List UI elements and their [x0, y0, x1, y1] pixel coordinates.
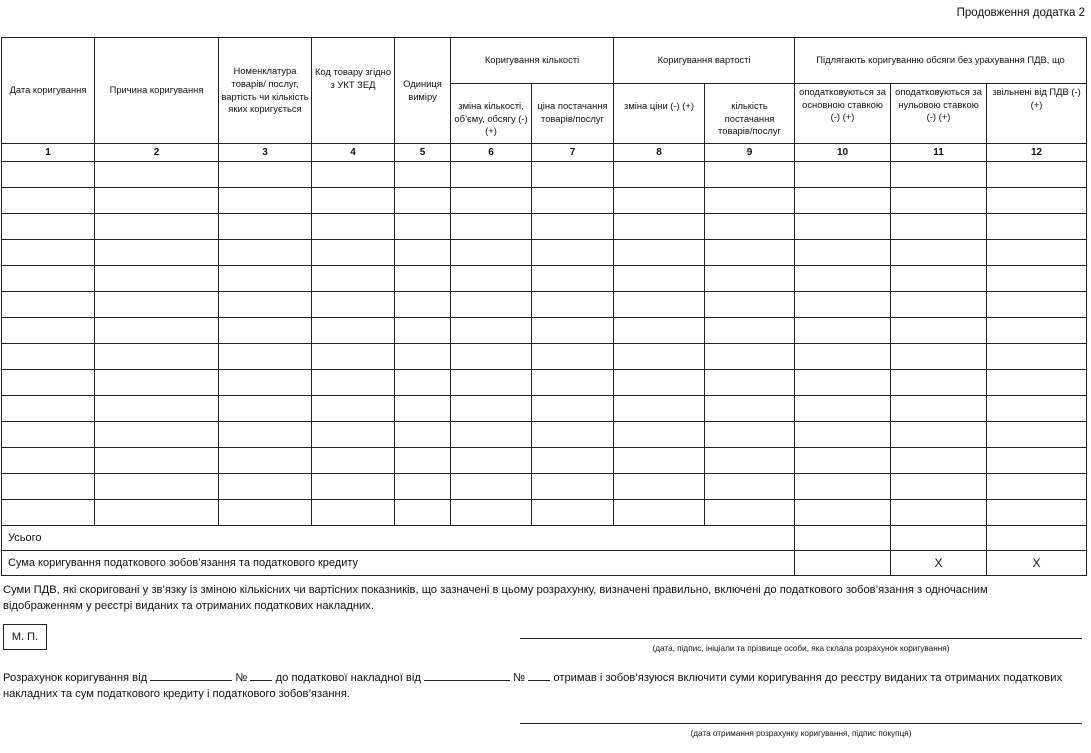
signature-line-buyer[interactable] — [520, 723, 1082, 724]
table-cell[interactable] — [795, 162, 891, 188]
table-cell[interactable] — [987, 266, 1087, 292]
ack-part-3: до податкової накладної від — [275, 672, 421, 684]
table-row — [2, 448, 1087, 474]
table-cell[interactable] — [795, 448, 891, 474]
table-cell[interactable] — [705, 162, 795, 188]
table-row — [2, 318, 1087, 344]
sum-label: Сума коригування податкового зобов’язання та податкового кредиту — [2, 551, 795, 576]
table-cell[interactable] — [987, 292, 1087, 318]
signature-caption-compiler: (дата, підпис, ініціали та прізвище особи, яка склала розрахунок коригування) — [652, 644, 950, 653]
table-cell[interactable] — [95, 396, 219, 422]
table-cell[interactable] — [987, 318, 1087, 344]
table-cell[interactable] — [2, 162, 95, 188]
col-number: 5 — [395, 144, 451, 162]
table-cell[interactable] — [987, 500, 1087, 526]
table-cell[interactable] — [95, 292, 219, 318]
table-cell[interactable] — [987, 188, 1087, 214]
table-cell[interactable] — [451, 396, 532, 422]
table-cell[interactable] — [795, 266, 891, 292]
table-cell[interactable] — [312, 474, 395, 500]
table-cell[interactable] — [614, 292, 705, 318]
table-cell[interactable] — [395, 266, 451, 292]
table-cell[interactable] — [95, 370, 219, 396]
table-cell[interactable] — [312, 214, 395, 240]
table-cell[interactable] — [891, 162, 987, 188]
table-cell[interactable] — [705, 370, 795, 396]
ack-part-1: Розрахунок коригування від — [3, 672, 148, 684]
header-reason: Причина коригування — [95, 38, 219, 144]
table-cell[interactable] — [795, 396, 891, 422]
header-zero-rate: оподатковуються за нульовою ставкою (-) (+) — [891, 84, 987, 144]
table-cell[interactable] — [395, 422, 451, 448]
table-cell[interactable] — [891, 344, 987, 370]
table-row — [2, 240, 1087, 266]
table-cell[interactable] — [2, 240, 95, 266]
table-cell[interactable] — [614, 162, 705, 188]
table-cell[interactable] — [312, 162, 395, 188]
table-cell[interactable] — [95, 448, 219, 474]
table-cell[interactable] — [705, 422, 795, 448]
table-cell[interactable] — [795, 344, 891, 370]
table-cell[interactable] — [891, 240, 987, 266]
table-row — [2, 370, 1087, 396]
table-cell[interactable] — [532, 396, 614, 422]
col-number: 6 — [451, 144, 532, 162]
table-cell[interactable] — [891, 188, 987, 214]
table-cell[interactable] — [95, 422, 219, 448]
table-cell[interactable] — [705, 396, 795, 422]
table-cell[interactable] — [614, 396, 705, 422]
acknowledgement — [3, 669, 1073, 702]
table-cell[interactable] — [614, 448, 705, 474]
table-cell[interactable] — [532, 292, 614, 318]
table-cell[interactable] — [705, 344, 795, 370]
table-cell[interactable] — [891, 318, 987, 344]
table-cell[interactable] — [891, 500, 987, 526]
col-number: 12 — [987, 144, 1087, 162]
table-cell[interactable] — [219, 396, 312, 422]
table-cell[interactable] — [451, 266, 532, 292]
table-cell[interactable] — [95, 474, 219, 500]
table-cell[interactable] — [532, 448, 614, 474]
table-row — [2, 188, 1087, 214]
table-cell[interactable] — [795, 422, 891, 448]
col-number: 2 — [95, 144, 219, 162]
table-cell[interactable] — [987, 214, 1087, 240]
table-cell[interactable] — [705, 448, 795, 474]
table-cell[interactable] — [795, 370, 891, 396]
ack-date-field[interactable] — [150, 669, 232, 681]
table-cell[interactable] — [987, 240, 1087, 266]
table-cell[interactable] — [219, 162, 312, 188]
table-cell[interactable] — [219, 240, 312, 266]
table-cell[interactable] — [2, 474, 95, 500]
ack-invoice-date-field[interactable] — [424, 669, 510, 681]
table-cell[interactable] — [532, 370, 614, 396]
sum-cell-basic[interactable] — [795, 551, 891, 576]
table-cell[interactable] — [219, 266, 312, 292]
table-cell[interactable] — [987, 162, 1087, 188]
table-cell[interactable] — [2, 344, 95, 370]
table-cell[interactable] — [312, 422, 395, 448]
table-cell[interactable] — [95, 266, 219, 292]
table-cell[interactable] — [614, 240, 705, 266]
table-cell[interactable] — [891, 214, 987, 240]
sum-mark-zero: Х — [891, 551, 987, 576]
ack-invoice-number-field[interactable] — [528, 669, 550, 681]
table-row — [2, 396, 1087, 422]
table-cell[interactable] — [891, 370, 987, 396]
table-cell[interactable] — [705, 214, 795, 240]
table-cell[interactable] — [395, 240, 451, 266]
table-cell[interactable] — [451, 292, 532, 318]
table-cell[interactable] — [795, 188, 891, 214]
table-cell[interactable] — [219, 500, 312, 526]
table-cell[interactable] — [795, 240, 891, 266]
header-price-change: зміна ціни (-) (+) — [614, 84, 705, 144]
table-cell[interactable] — [395, 292, 451, 318]
table-cell[interactable] — [451, 448, 532, 474]
table-cell[interactable] — [312, 448, 395, 474]
table-cell[interactable] — [219, 292, 312, 318]
header-value-group: Коригування вартості — [614, 38, 795, 84]
table-cell[interactable] — [987, 448, 1087, 474]
col-number: 8 — [614, 144, 705, 162]
sum-mark-exempt: Х — [987, 551, 1087, 576]
table-cell[interactable] — [2, 318, 95, 344]
col-number: 4 — [312, 144, 395, 162]
table-cell[interactable] — [795, 318, 891, 344]
header-qty-change: зміна кількості, об’єму, обсягу (-) (+) — [451, 84, 532, 144]
table-cell[interactable] — [219, 318, 312, 344]
table-cell[interactable] — [312, 188, 395, 214]
table-row — [2, 292, 1087, 318]
header-nomenclature: Номенклатура товарів/ послуг, вартість чи кількість яких коригується — [219, 38, 312, 144]
table-cell[interactable] — [705, 188, 795, 214]
table-cell[interactable] — [451, 344, 532, 370]
table-cell[interactable] — [614, 500, 705, 526]
table-cell[interactable] — [891, 448, 987, 474]
table-cell[interactable] — [532, 162, 614, 188]
table-cell[interactable] — [95, 318, 219, 344]
table-cell[interactable] — [532, 500, 614, 526]
table-cell[interactable] — [987, 474, 1087, 500]
table-cell[interactable] — [987, 344, 1087, 370]
header-value-qty: кількість постачання товарів/послуг — [705, 84, 795, 144]
table-cell[interactable] — [395, 318, 451, 344]
table-cell[interactable] — [312, 500, 395, 526]
table-cell[interactable] — [2, 214, 95, 240]
table-cell[interactable] — [2, 396, 95, 422]
table-cell[interactable] — [705, 500, 795, 526]
continuation-label: Продовження додатка 2 — [956, 7, 1085, 19]
table-row — [2, 266, 1087, 292]
stamp-box: М. П. — [3, 624, 47, 650]
table-cell[interactable] — [95, 162, 219, 188]
col-number: 3 — [219, 144, 312, 162]
table-cell[interactable] — [795, 214, 891, 240]
table-cell[interactable] — [451, 240, 532, 266]
table-cell[interactable] — [451, 474, 532, 500]
table-cell[interactable] — [987, 422, 1087, 448]
table-cell[interactable] — [532, 318, 614, 344]
table-cell[interactable] — [451, 188, 532, 214]
table-cell[interactable] — [891, 422, 987, 448]
table-cell[interactable] — [395, 188, 451, 214]
table-cell[interactable] — [532, 266, 614, 292]
correction-table — [1, 37, 1087, 576]
table-cell[interactable] — [395, 500, 451, 526]
table-row — [2, 344, 1087, 370]
header-vat-group: Підлягають коригуванню обсяги без урахування ПДВ, що — [795, 38, 1087, 84]
col-number: 7 — [532, 144, 614, 162]
header-qty-group: Коригування кількості — [451, 38, 614, 84]
table-cell[interactable] — [2, 370, 95, 396]
table-row — [2, 500, 1087, 526]
table-cell[interactable] — [891, 292, 987, 318]
table-cell[interactable] — [987, 396, 1087, 422]
table-cell[interactable] — [891, 396, 987, 422]
header-qty-price: ціна постачання товарів/послуг — [532, 84, 614, 144]
table-cell[interactable] — [312, 318, 395, 344]
table-cell[interactable] — [312, 266, 395, 292]
header-code: Код товару згідно з УКТ ЗЕД — [312, 38, 395, 144]
table-cell[interactable] — [795, 292, 891, 318]
table-cell[interactable] — [614, 474, 705, 500]
table-cell[interactable] — [614, 370, 705, 396]
table-row — [2, 162, 1087, 188]
declaration-note: Суми ПДВ, які скориговані у зв’язку із зміною кількісних чи вартісних показників, що зазначені в цьому розрахунку, визначені правильно, включені до податкового зобов’язання з одночасним відображенням у реєстрі виданих та отриманих податкових накладних. — [3, 584, 988, 613]
ack-number-field[interactable] — [250, 669, 272, 681]
table-cell[interactable] — [312, 292, 395, 318]
table-cell[interactable] — [95, 500, 219, 526]
table-cell[interactable] — [614, 188, 705, 214]
table-cell[interactable] — [395, 214, 451, 240]
header-date: Дата коригування — [2, 38, 95, 144]
table-cell[interactable] — [795, 474, 891, 500]
table-cell[interactable] — [219, 344, 312, 370]
table-cell[interactable] — [2, 448, 95, 474]
table-cell[interactable] — [2, 292, 95, 318]
table-cell[interactable] — [395, 370, 451, 396]
table-cell[interactable] — [219, 214, 312, 240]
table-cell[interactable] — [451, 214, 532, 240]
table-cell[interactable] — [987, 370, 1087, 396]
table-cell[interactable] — [312, 240, 395, 266]
table-cell[interactable] — [705, 474, 795, 500]
table-cell[interactable] — [2, 500, 95, 526]
table-cell[interactable] — [219, 474, 312, 500]
col-number: 10 — [795, 144, 891, 162]
table-cell[interactable] — [532, 214, 614, 240]
table-cell[interactable] — [312, 344, 395, 370]
table-cell[interactable] — [395, 396, 451, 422]
table-cell[interactable] — [795, 500, 891, 526]
ack-part-4: № — [513, 672, 526, 684]
table-cell[interactable] — [95, 344, 219, 370]
table-cell[interactable] — [2, 266, 95, 292]
table-cell[interactable] — [451, 422, 532, 448]
table-cell[interactable] — [312, 396, 395, 422]
table-cell[interactable] — [532, 474, 614, 500]
table-row — [2, 474, 1087, 500]
table-cell[interactable] — [219, 188, 312, 214]
table-cell[interactable] — [95, 188, 219, 214]
table-cell[interactable] — [395, 344, 451, 370]
table-cell[interactable] — [2, 422, 95, 448]
table-cell[interactable] — [219, 370, 312, 396]
col-number: 9 — [705, 144, 795, 162]
table-cell[interactable] — [451, 370, 532, 396]
table-cell[interactable] — [395, 162, 451, 188]
header-basic-rate: оподатковуються за основною ставкою (-) (+) — [795, 84, 891, 144]
table-cell[interactable] — [395, 474, 451, 500]
table-cell[interactable] — [614, 422, 705, 448]
signature-caption-buyer: (дата отримання розрахунку коригування, підпис покупця) — [690, 729, 912, 738]
table-cell[interactable] — [705, 292, 795, 318]
table-cell[interactable] — [891, 266, 987, 292]
header-exempt: звільнені від ПДВ (-) (+) — [987, 84, 1087, 144]
header-unit: Одиниця виміру — [395, 38, 451, 144]
table-cell[interactable] — [532, 240, 614, 266]
table-cell[interactable] — [705, 318, 795, 344]
table-cell[interactable] — [95, 214, 219, 240]
total-cell-zero[interactable] — [891, 526, 987, 551]
table-cell[interactable] — [451, 162, 532, 188]
col-number: 1 — [2, 144, 95, 162]
table-row — [2, 422, 1087, 448]
table-cell[interactable] — [614, 344, 705, 370]
total-label: Усього — [2, 526, 795, 551]
table-cell[interactable] — [705, 240, 795, 266]
table-cell[interactable] — [312, 370, 395, 396]
total-cell-basic[interactable] — [795, 526, 891, 551]
table-row — [2, 214, 1087, 240]
ack-part-5: отримав і зобов’язуюся включити суми коригування до реєстру виданих та отриманих податкових накладних та сум податкового кредиту і податкового зобов’язання. — [3, 672, 1063, 701]
table-cell[interactable] — [451, 500, 532, 526]
table-cell[interactable] — [95, 240, 219, 266]
table-cell[interactable] — [2, 188, 95, 214]
table-cell[interactable] — [532, 344, 614, 370]
table-cell[interactable] — [891, 474, 987, 500]
table-cell[interactable] — [532, 188, 614, 214]
ack-part-2: № — [235, 672, 248, 684]
signature-line-compiler[interactable] — [520, 638, 1082, 639]
table-cell[interactable] — [219, 448, 312, 474]
table-cell[interactable] — [614, 266, 705, 292]
table-cell[interactable] — [705, 266, 795, 292]
total-cell-exempt[interactable] — [987, 526, 1087, 551]
table-cell[interactable] — [219, 422, 312, 448]
table-cell[interactable] — [614, 214, 705, 240]
table-cell[interactable] — [614, 318, 705, 344]
table-cell[interactable] — [395, 448, 451, 474]
col-number: 11 — [891, 144, 987, 162]
table-cell[interactable] — [532, 422, 614, 448]
table-cell[interactable] — [451, 318, 532, 344]
